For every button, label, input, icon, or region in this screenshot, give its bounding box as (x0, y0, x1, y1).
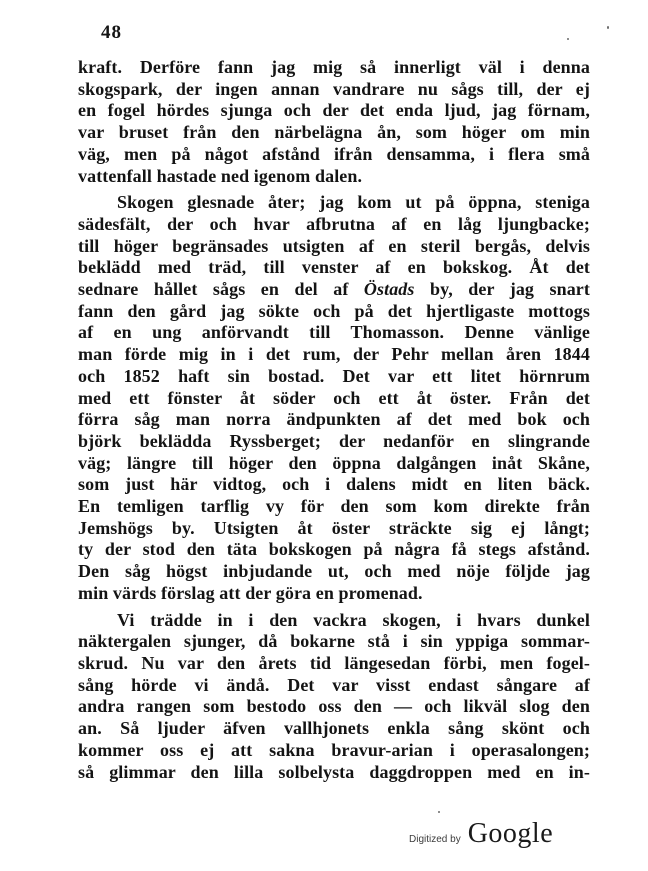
body-text-block (78, 57, 590, 783)
text-line: an. Så ljuder äfven vallhjonets enkla sång skönt och (78, 718, 590, 739)
paragraph (78, 610, 590, 784)
text-line: kraft. Derföre fann jag mig så innerligt väl i denna (78, 57, 590, 77)
paragraph (78, 192, 590, 604)
text-line: en fogel hördes sjunga och der det enda ljud, jag förnam, (78, 100, 590, 121)
text-line: väg, men på något afstånd ifrån densamma, i flera små (78, 143, 590, 164)
italic-text-segment: Östads (363, 279, 415, 300)
text-line: ty der stod den täta bokskogen på några få stegs afstånd. (78, 539, 590, 560)
text-line: förra såg man norra ändpunkten af det med bok och (78, 409, 590, 430)
text-line: sädesfält, der och hvar afbrutna af en låg ljungbacke; (78, 213, 590, 234)
text-line: till höger begränsades utsigten af en steril bergås, delvis (78, 235, 590, 256)
text-line: Skogen glesnade åter; jag kom ut på öppna, steniga (117, 192, 590, 213)
text-line: väg; längre till höger den öppna dalgången inåt Skåne, (78, 452, 590, 473)
scan-speck (607, 26, 609, 29)
text-line: vattenfall hastade ned igenom dalen. (78, 165, 363, 186)
text-line: och 1852 haft sin bostad. Det var ett litet hörnrum (78, 365, 590, 386)
text-line: kommer oss ej att sakna bravur-arian i operasalongen; (78, 739, 590, 760)
text-segment: by, der jag snart (414, 279, 590, 300)
text-line: näktergalen sjunger, då bokarne stå i sin yppiga sommar- (78, 631, 590, 652)
text-line: man förde mig in i det rum, der Pehr mellan åren 1844 (78, 344, 590, 365)
text-line (78, 279, 590, 301)
text-line: så glimmar den lilla solbelysta daggdroppen med en in- (78, 761, 590, 782)
text-line: af en ung anförvandt till Thomasson. Denne vänlige (78, 322, 590, 343)
text-line: En temligen tarflig vy för den som kom direkte från (78, 496, 590, 517)
google-logo: Google (467, 818, 554, 849)
paragraph (78, 57, 590, 187)
text-line: min värds förslag att der göra en promenad. (78, 582, 423, 603)
page-number: 48 (101, 22, 122, 43)
text-line: beklädd med träd, till venster af en bokskog. Åt det (78, 257, 590, 278)
text-line: skrud. Nu var den årets tid längesedan förbi, men fogel- (78, 652, 590, 673)
text-line: fann den gård jag sökte och på det hjertligaste mottogs (78, 300, 590, 321)
text-line: Den såg högst inbjudande ut, och med nöje följde jag (78, 561, 590, 582)
text-line: Vi trädde in i den vackra skogen, i hvars dunkel (117, 609, 590, 630)
scan-speck (567, 38, 569, 40)
text-line: skogspark, der ingen annan vandrare nu sågs till, der ej (78, 78, 590, 99)
text-line: andra rangen som bestodo oss den — och likväl slog den (78, 696, 590, 717)
scan-speck (438, 811, 440, 813)
google-books-watermark (409, 818, 553, 850)
text-line: sång hörde vi ändå. Det var visst endast sångare af (78, 674, 590, 695)
text-line: björk beklädda Ryssberget; der nedanför en slingrande (78, 430, 590, 451)
digitized-by-label: Digitized by (409, 834, 461, 845)
text-line: som just här vidtog, och i dalens midt en liten bäck. (78, 474, 590, 495)
text-segment: sednare hållet sågs en del af (78, 279, 364, 300)
text-line: Jemshögs by. Utsigten åt öster sträckte sig ej långt; (78, 517, 590, 538)
text-line: var bruset från den närbelägna ån, som höger om min (78, 122, 590, 143)
text-line: med ett fönster åt söder och ett åt öster. Från det (78, 387, 590, 408)
